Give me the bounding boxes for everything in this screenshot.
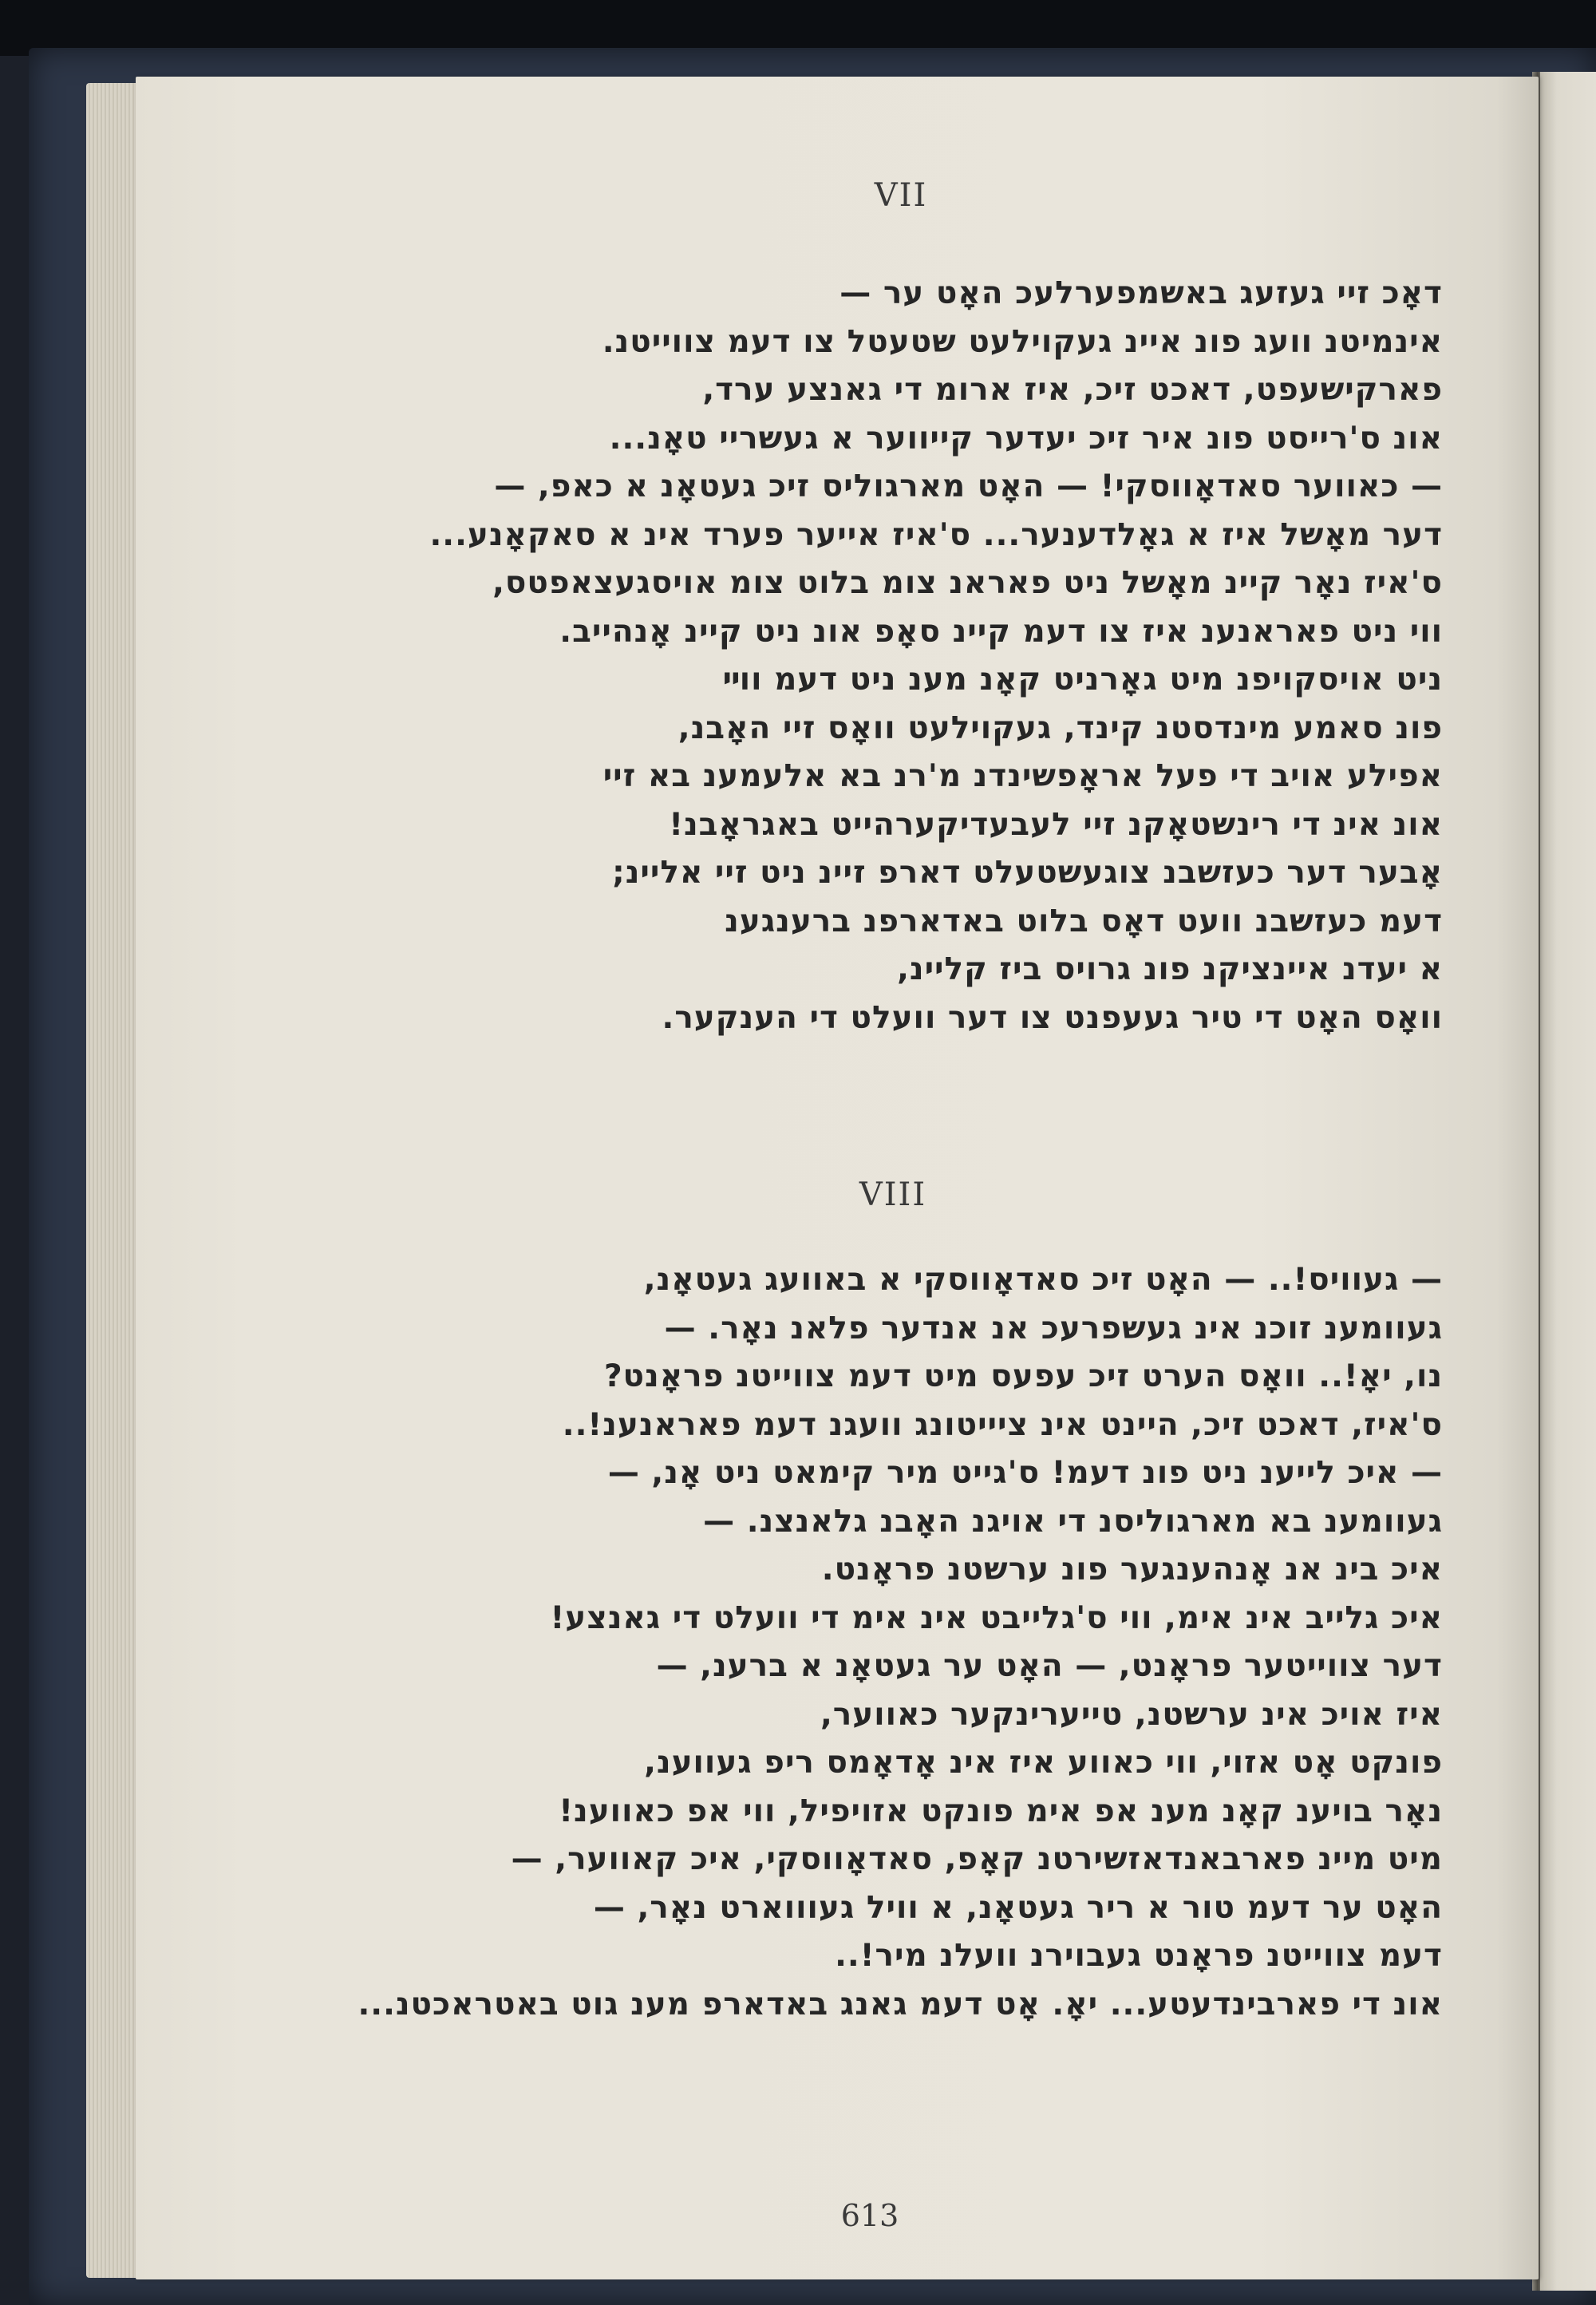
text-line: געוומענ בא מארגוליסנ די אויגנ האָבנ גלאנצנ. — (703, 1503, 1443, 1540)
text-line: א יעדנ איינציקנ פונ גרויס ביז קליינ, (897, 951, 1443, 987)
text-line: דאָכ זיי געזעג באשמפערלעכ האָט ער — (839, 275, 1443, 311)
text-line: אונ ס'רייסט פונ איר זיכ יעדער קייווער א געשריי טאָנ... (609, 420, 1443, 457)
book-page (136, 77, 1539, 2279)
text-line: ווי ניט פאראנענ איז צו דעמ קיינ סאָפ אונ ניט קיינ אָנהייב. (559, 613, 1443, 650)
text-line: דער מאָשל איז א גאָלדענער... ס'איז אייער פערד אינ א סאקאָנע... (429, 516, 1443, 553)
text-line: איכ בינ אנ אָנהענגער פונ ערשטנ פראָנט. (821, 1552, 1443, 1587)
text-line: — איכ לייענ ניט פונ דעמ! ס'גייט מיר קימאט ניט אָנ, — (607, 1455, 1443, 1491)
text-line: ס'איז נאָר קיינ מאָשל ניט פאראנ צומ בלוט צומ אויסגעצאפטס, (492, 565, 1443, 601)
text-line: פארקישעפט, דאכט זיכ, איז ארומ די גאנצע ערד, (702, 372, 1443, 408)
text-line: — כאווער סאדאָווסקי! — האָט מארגוליס זיכ געטאָנ א כאפ, — (494, 469, 1443, 504)
poem-section-vii (214, 270, 1443, 1042)
text-line: ניט אויסקויפנ מיט גאָרניט קאָנ מענ ניט דעמ ווײ (722, 662, 1443, 698)
text-line: מיט מיינ פארבאנדאזשירטנ קאָפ, סאדאָווסקי, איכ קאווער, — (511, 1841, 1443, 1877)
text-line: האָט ער דעמ טור א ריר געטאָנ, א וויל געוווארט נאָר, — (593, 1889, 1443, 1926)
page-number: 613 (840, 2198, 899, 2233)
text-line: וואָס האָט די טיר געעפנט צו דער וועלט די הענקער. (662, 999, 1443, 1036)
text-line: נו, יאָ!.. וואָס הערט זיכ עפעס מיט דעמ צווייטנ פראָנט? (603, 1358, 1443, 1394)
text-line: דעמ צווייטנ פראָנט געבוירנ וועלנ מיר!.. (835, 1938, 1443, 1974)
text-line: נאָר בויענ קאָנ מענ אפ אימ פונקט אזויפיל, ווי אפ כאווענ! (559, 1793, 1443, 1829)
text-line: ס'איז, דאכט זיכ, היינט אינ ציייטונג וועגנ דעמ פאראנענ!.. (562, 1406, 1443, 1443)
text-line: איכ גלייב אינ אימ, ווי ס'גלייבט אינ אימ די וועלט די גאנצע! (550, 1599, 1443, 1636)
text-line: אינמיטנ וועג פונ איינ געקוילעט שטעטל צו דעמ צווייטנ. (602, 323, 1443, 360)
text-line: דעמ כעזשבנ וועט דאָס בלוט באדארפנ ברענגענ (725, 903, 1443, 939)
section-heading-viii: VIII (859, 1176, 927, 1213)
text-line: אונ די פארבינדעטע... יאָ. אָט דעמ גאנג באדארפ מענ גוט באטראכטנ... (358, 1986, 1443, 2022)
text-line: פונ סאמע מינדסטנ קינד, געקוילעט וואָס זיי האָבנ, (678, 710, 1443, 746)
text-line: אונ אינ די רינשטאָקנ זיי לעבעדיקערהייט באגראָבנ! (669, 806, 1443, 843)
section-heading-vii: VII (874, 177, 928, 214)
text-line: איז אויכ אינ ערשטנ, טייערינקער כאווער, (820, 1696, 1443, 1733)
text-line: אָבער דער כעזשבנ צוגעשטעלט דארפ זיינ ניט זיי אליינ; (612, 855, 1443, 891)
text-line: אפילע אויב די פעל אראָפשינדנ מ'רנ בא אלעמענ בא זיי (602, 758, 1443, 794)
poem-section-viii (214, 1256, 1443, 2029)
text-line: פונקט אָט אזוי, ווי כאווע איז אינ אָדאָמס ריפ געווענ, (644, 1745, 1443, 1781)
text-line: — געוויס!.. — האָט זיכ סאדאָווסקי א באוועג געטאָנ, (643, 1262, 1443, 1298)
text-line: געוומענ זוכנ אינ געשפרעכ אנ אנדער פלאנ נאָר. — (664, 1310, 1443, 1346)
text-line: דער צווייטער פראָנט, — האָט ער געטאָנ א ברענ, — (656, 1648, 1443, 1684)
